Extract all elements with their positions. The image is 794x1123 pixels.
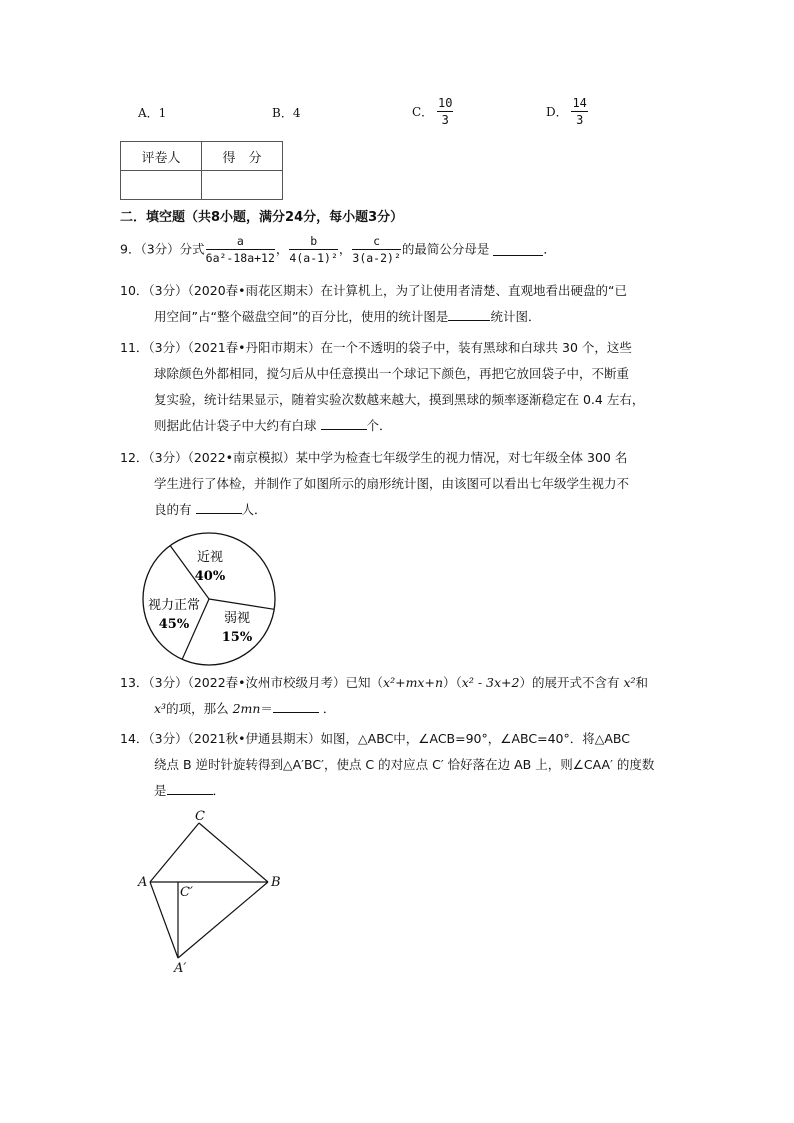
option-d-denominator: 3	[571, 111, 587, 127]
score-table-score-header: 得 分	[202, 142, 283, 171]
pie-percent-label: 15%	[221, 630, 253, 645]
q10-line-2b: 统计图．	[490, 309, 541, 324]
q9-f2-den: 4(a-1)²	[289, 251, 338, 265]
option-d-letter: D．	[546, 105, 568, 119]
q13-line-1a: 13．（3分）（2022春•汝州市校级月考）已知（	[120, 675, 384, 690]
label-point-a-prime: A′	[174, 961, 187, 976]
q9-f1-den: 6a²-18a+12	[205, 251, 275, 265]
q13-line-1c: ）的展开式不含有	[519, 675, 620, 690]
q12-line-3	[120, 497, 680, 523]
option-a	[138, 104, 166, 121]
q11-line-1: 11．（3分）（2021春•丹阳市期末）在一个不透明的袋子中，装有黑球和白球共 30 个，这些	[120, 340, 632, 355]
question-12	[120, 445, 680, 523]
option-a-letter: A．	[138, 106, 159, 120]
q11-line-4a: 则据此估计袋子中大约有白球	[154, 418, 317, 433]
q13-expr-1: x²+mx+n	[383, 675, 444, 690]
q9-suffix: 的最简公分母是	[401, 241, 490, 257]
q13-term-1: x²	[623, 675, 636, 690]
option-c-letter: C．	[412, 105, 434, 119]
score-table-grader-cell[interactable]	[121, 171, 202, 200]
q14-line-2: 绕点 B 逆时针旋转得到△A′BC′，使点 C 的对应点 C′ 恰好落在边 AB 上，则∠CAA′ 的度数	[154, 757, 655, 772]
q14-line-3	[120, 778, 680, 804]
option-b-value: 4	[292, 106, 301, 120]
question-14	[120, 726, 680, 804]
q14-line-3a: 是	[154, 783, 167, 798]
q13-line-1	[120, 670, 680, 696]
q13-line-2a: 的项，那么	[166, 701, 229, 716]
q10-line-2	[120, 304, 680, 330]
q9-f2-num: b	[310, 234, 318, 248]
option-c-fraction	[437, 96, 453, 127]
option-c-denominator: 3	[437, 111, 453, 127]
q12-line-3a: 良的有	[154, 502, 192, 517]
label-point-c: C	[195, 809, 205, 824]
q14-line-3b: ．	[212, 783, 226, 798]
option-b	[272, 104, 300, 121]
segment-a-a-prime	[150, 882, 178, 958]
q10-answer-blank[interactable]	[448, 308, 490, 321]
score-table-score-cell[interactable]	[202, 171, 283, 200]
option-d-numerator: 14	[572, 96, 587, 110]
q10-line-2a: 用空间”占“整个磁盘空间”的百分比，使用的统计图是	[154, 309, 449, 324]
section-title: 二．填空题（共8小题，满分24分，每小题3分）	[120, 210, 404, 225]
q11-answer-blank[interactable]	[321, 417, 367, 430]
label-point-c-prime: C′	[180, 885, 193, 900]
q11-line-2: 球除颜色外都相同，搅匀后从中任意摸出一个球记下颜色，再把它放回袋子中，不断重	[154, 366, 630, 381]
q9-comma-2: ，	[338, 241, 352, 257]
question-9	[120, 233, 680, 266]
vision-pie-chart	[134, 531, 284, 667]
option-c	[412, 96, 453, 127]
q12-line-1: 12．（3分）（2022•南京模拟）某中学为检查七年级学生的视力情况，对七年级全体 300 名	[120, 450, 628, 465]
score-table-grader-header: 评卷人	[121, 142, 202, 171]
segment-ac	[150, 823, 199, 882]
option-d	[546, 96, 588, 127]
q13-expr-3: 2mn	[232, 701, 261, 716]
q12-answer-blank[interactable]	[196, 501, 242, 514]
label-point-a: A	[138, 875, 148, 890]
q11-line-4	[120, 413, 680, 439]
q13-line-2	[120, 696, 680, 722]
q9-answer-blank[interactable]	[493, 243, 543, 256]
q13-term-2: x³	[154, 701, 167, 716]
q9-f1-num: a	[236, 234, 244, 248]
q13-line-2b: ＝	[260, 701, 273, 716]
option-a-value: 1	[158, 106, 167, 120]
label-point-b: B	[271, 875, 281, 890]
q14-line-1: 14．（3分）（2021秋•伊通县期末）如图，△ABC中，∠ACB=90°，∠ABC=40°．将△ABC	[120, 731, 630, 746]
question-13	[120, 670, 680, 722]
question-11	[120, 335, 680, 439]
q9-f3-den: 3(a-2)²	[352, 251, 401, 265]
q13-answer-blank[interactable]	[273, 700, 319, 713]
q9-comma-1: ，	[275, 241, 289, 257]
q11-line-3: 复实验，统计结果显示，随着实验次数越来越大，摸到黑球的频率逐渐稳定在 0.4 左右，	[154, 392, 645, 407]
q9-prefix: 9．（3分）分式	[120, 241, 205, 257]
option-b-letter: B．	[272, 106, 293, 120]
q9-f3-num: c	[373, 234, 381, 248]
q9-fraction-2	[289, 233, 337, 266]
q11-line-4b: 个．	[366, 418, 392, 433]
score-table	[120, 141, 283, 200]
option-c-numerator: 10	[438, 96, 453, 110]
pie-category-label: 弱视	[223, 611, 251, 626]
triangle-figure	[134, 804, 294, 979]
q12-line-2: 学生进行了体检，并制作了如图所示的扇形统计图，由该图可以看出七年级学生视力不	[154, 476, 630, 491]
q13-line-1b: ）（	[443, 675, 462, 690]
q10-line-1: 10．（3分）（2020春•雨花区期末）在计算机上，为了让使用者清楚、直观地看出硬盘的“已	[120, 283, 628, 298]
pie-percent-label: 45%	[158, 617, 190, 632]
segment-cb	[199, 823, 268, 882]
q13-line-1d: 和	[635, 675, 649, 690]
pie-percent-label: 40%	[194, 569, 226, 584]
q12-line-3b: 人．	[241, 502, 267, 517]
q14-answer-blank[interactable]	[167, 782, 213, 795]
q13-expr-2: x² - 3x+2	[461, 675, 520, 690]
q9-fraction-1	[206, 233, 275, 266]
option-d-fraction	[571, 96, 587, 127]
pie-category-label: 视力正常	[147, 598, 201, 613]
q9-fraction-3	[352, 233, 400, 266]
q9-end: ．	[543, 241, 556, 257]
question-10	[120, 278, 680, 330]
q13-end: ．	[322, 701, 336, 716]
pie-category-label: 近视	[196, 550, 224, 565]
